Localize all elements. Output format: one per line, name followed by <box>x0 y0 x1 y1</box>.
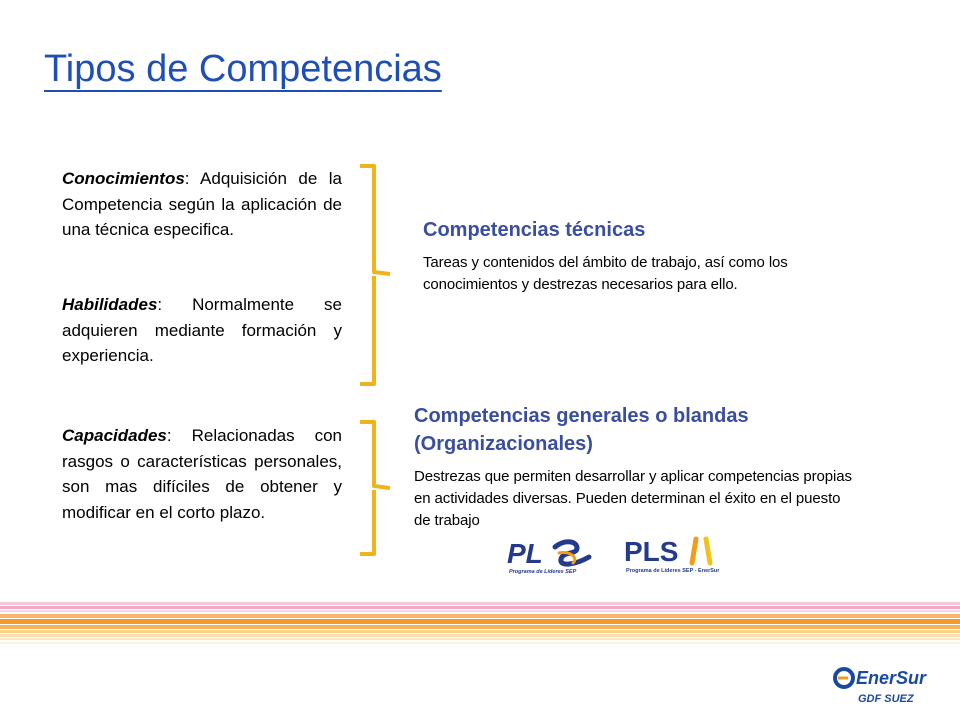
conocimientos-term: Conocimientos <box>62 169 185 188</box>
competencias-tecnicas-heading: Competencias técnicas <box>423 219 646 241</box>
competencias-generales-body: Destrezas que permiten desarrollar y aplicar competencias propias en actividades diversas. Pueden determinan el éxito en el puesto de trabajo <box>414 468 852 529</box>
enersur-logo-mark: EnerSur <box>856 668 927 688</box>
footer-stripes <box>0 602 960 672</box>
competencias-tecnicas-body: Tareas y contenidos del ámbito de trabajo, así como los conocimientos y destrezas necesarios para ello. <box>423 254 788 293</box>
brace-icon <box>356 420 396 556</box>
page-title: Tipos de Competencias <box>44 48 442 90</box>
enersur-logo-sub: GDF SUEZ <box>858 693 914 705</box>
conocimientos-text: : Adquisición de la Competencia según la aplicación de una técnica especifica. <box>62 169 342 239</box>
pls-logo <box>620 533 730 577</box>
pls-logo-caption: Programa de Líderes SEP - EnerSur <box>626 568 720 574</box>
pls-logo-mark: PLS <box>624 536 679 567</box>
conocimientos-paragraph <box>62 166 342 243</box>
pl-logo-mark: PL <box>507 538 543 569</box>
competencias-generales-heading: Competencias generales o blandas (Organizacionales) <box>414 405 749 455</box>
pl-logo <box>485 535 603 577</box>
capacidades-text: : Relacionadas con rasgos o características personales, son mas difíciles de obtener y modificar en el corto plazo. <box>62 426 342 522</box>
habilidades-paragraph <box>62 292 342 369</box>
capacidades-term: Capacidades <box>62 426 167 445</box>
habilidades-term: Habilidades <box>62 295 158 314</box>
enersur-logo <box>832 662 936 710</box>
capacidades-paragraph <box>62 423 342 525</box>
brace-icon <box>356 164 396 386</box>
habilidades-text: : Normalmente se adquieren mediante formación y experiencia. <box>62 295 342 365</box>
pl-logo-caption: Programa de Líderes SEP <box>509 569 577 575</box>
